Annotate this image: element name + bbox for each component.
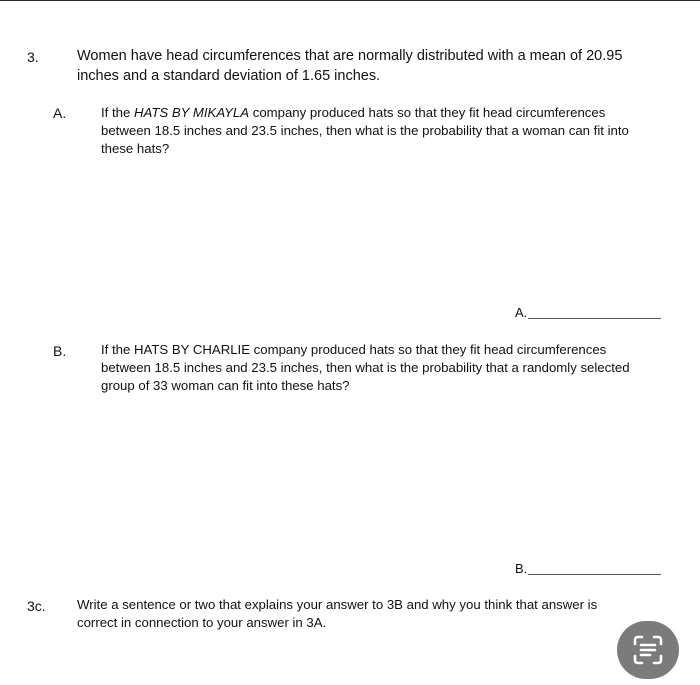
question-3-number: 3.: [27, 49, 39, 65]
text-scan-icon: [631, 633, 665, 667]
part-a-text: [101, 104, 629, 158]
question-3c-number: 3c.: [27, 598, 46, 614]
question-3-text-line-1: Women have head circumferences that are normally distributed with a mean of 20.95: [77, 48, 623, 64]
part-a-company-name: HATS BY MIKAYLA: [134, 105, 250, 120]
question-3c-text: [77, 596, 597, 632]
part-a-text-line-1: [101, 104, 629, 122]
part-b-text-line-3: group of 33 woman can fit into these hats?: [101, 378, 350, 393]
question-3c-text-line-2: correct in connection to your answer in 3A.: [77, 615, 327, 630]
part-a-line-1-pre: If the: [101, 105, 134, 120]
part-a-label: A.: [53, 105, 67, 121]
answer-b-label: B.: [515, 561, 528, 576]
part-a-text-line-2: between 18.5 inches and 23.5 inches, then what is the probability that a woman can fit into: [101, 123, 629, 138]
top-rule: [0, 0, 700, 1]
answer-a-label: A.: [515, 305, 528, 320]
part-b-text-line-1: If the HATS BY CHARLIE company produced hats so that they fit head circumferences: [101, 342, 607, 357]
text-scan-button[interactable]: [617, 621, 679, 679]
part-b-text-line-2: between 18.5 inches and 23.5 inches, then what is the probability that a randomly selected: [101, 360, 630, 375]
part-b-label: B.: [53, 343, 67, 359]
answer-a-blank[interactable]: [528, 318, 661, 319]
question-3c-text-line-1: Write a sentence or two that explains your answer to 3B and why you think that answer is: [77, 597, 598, 612]
question-3-text-line-2: inches and a standard deviation of 1.65 inches.: [77, 68, 381, 84]
question-3-text: [77, 46, 622, 86]
part-a-text-line-3: these hats?: [101, 141, 170, 156]
part-a-line-1-post: company produced hats so that they fit head circumferences: [249, 105, 606, 120]
answer-b-blank[interactable]: [528, 574, 661, 575]
part-b-text: [101, 341, 630, 395]
